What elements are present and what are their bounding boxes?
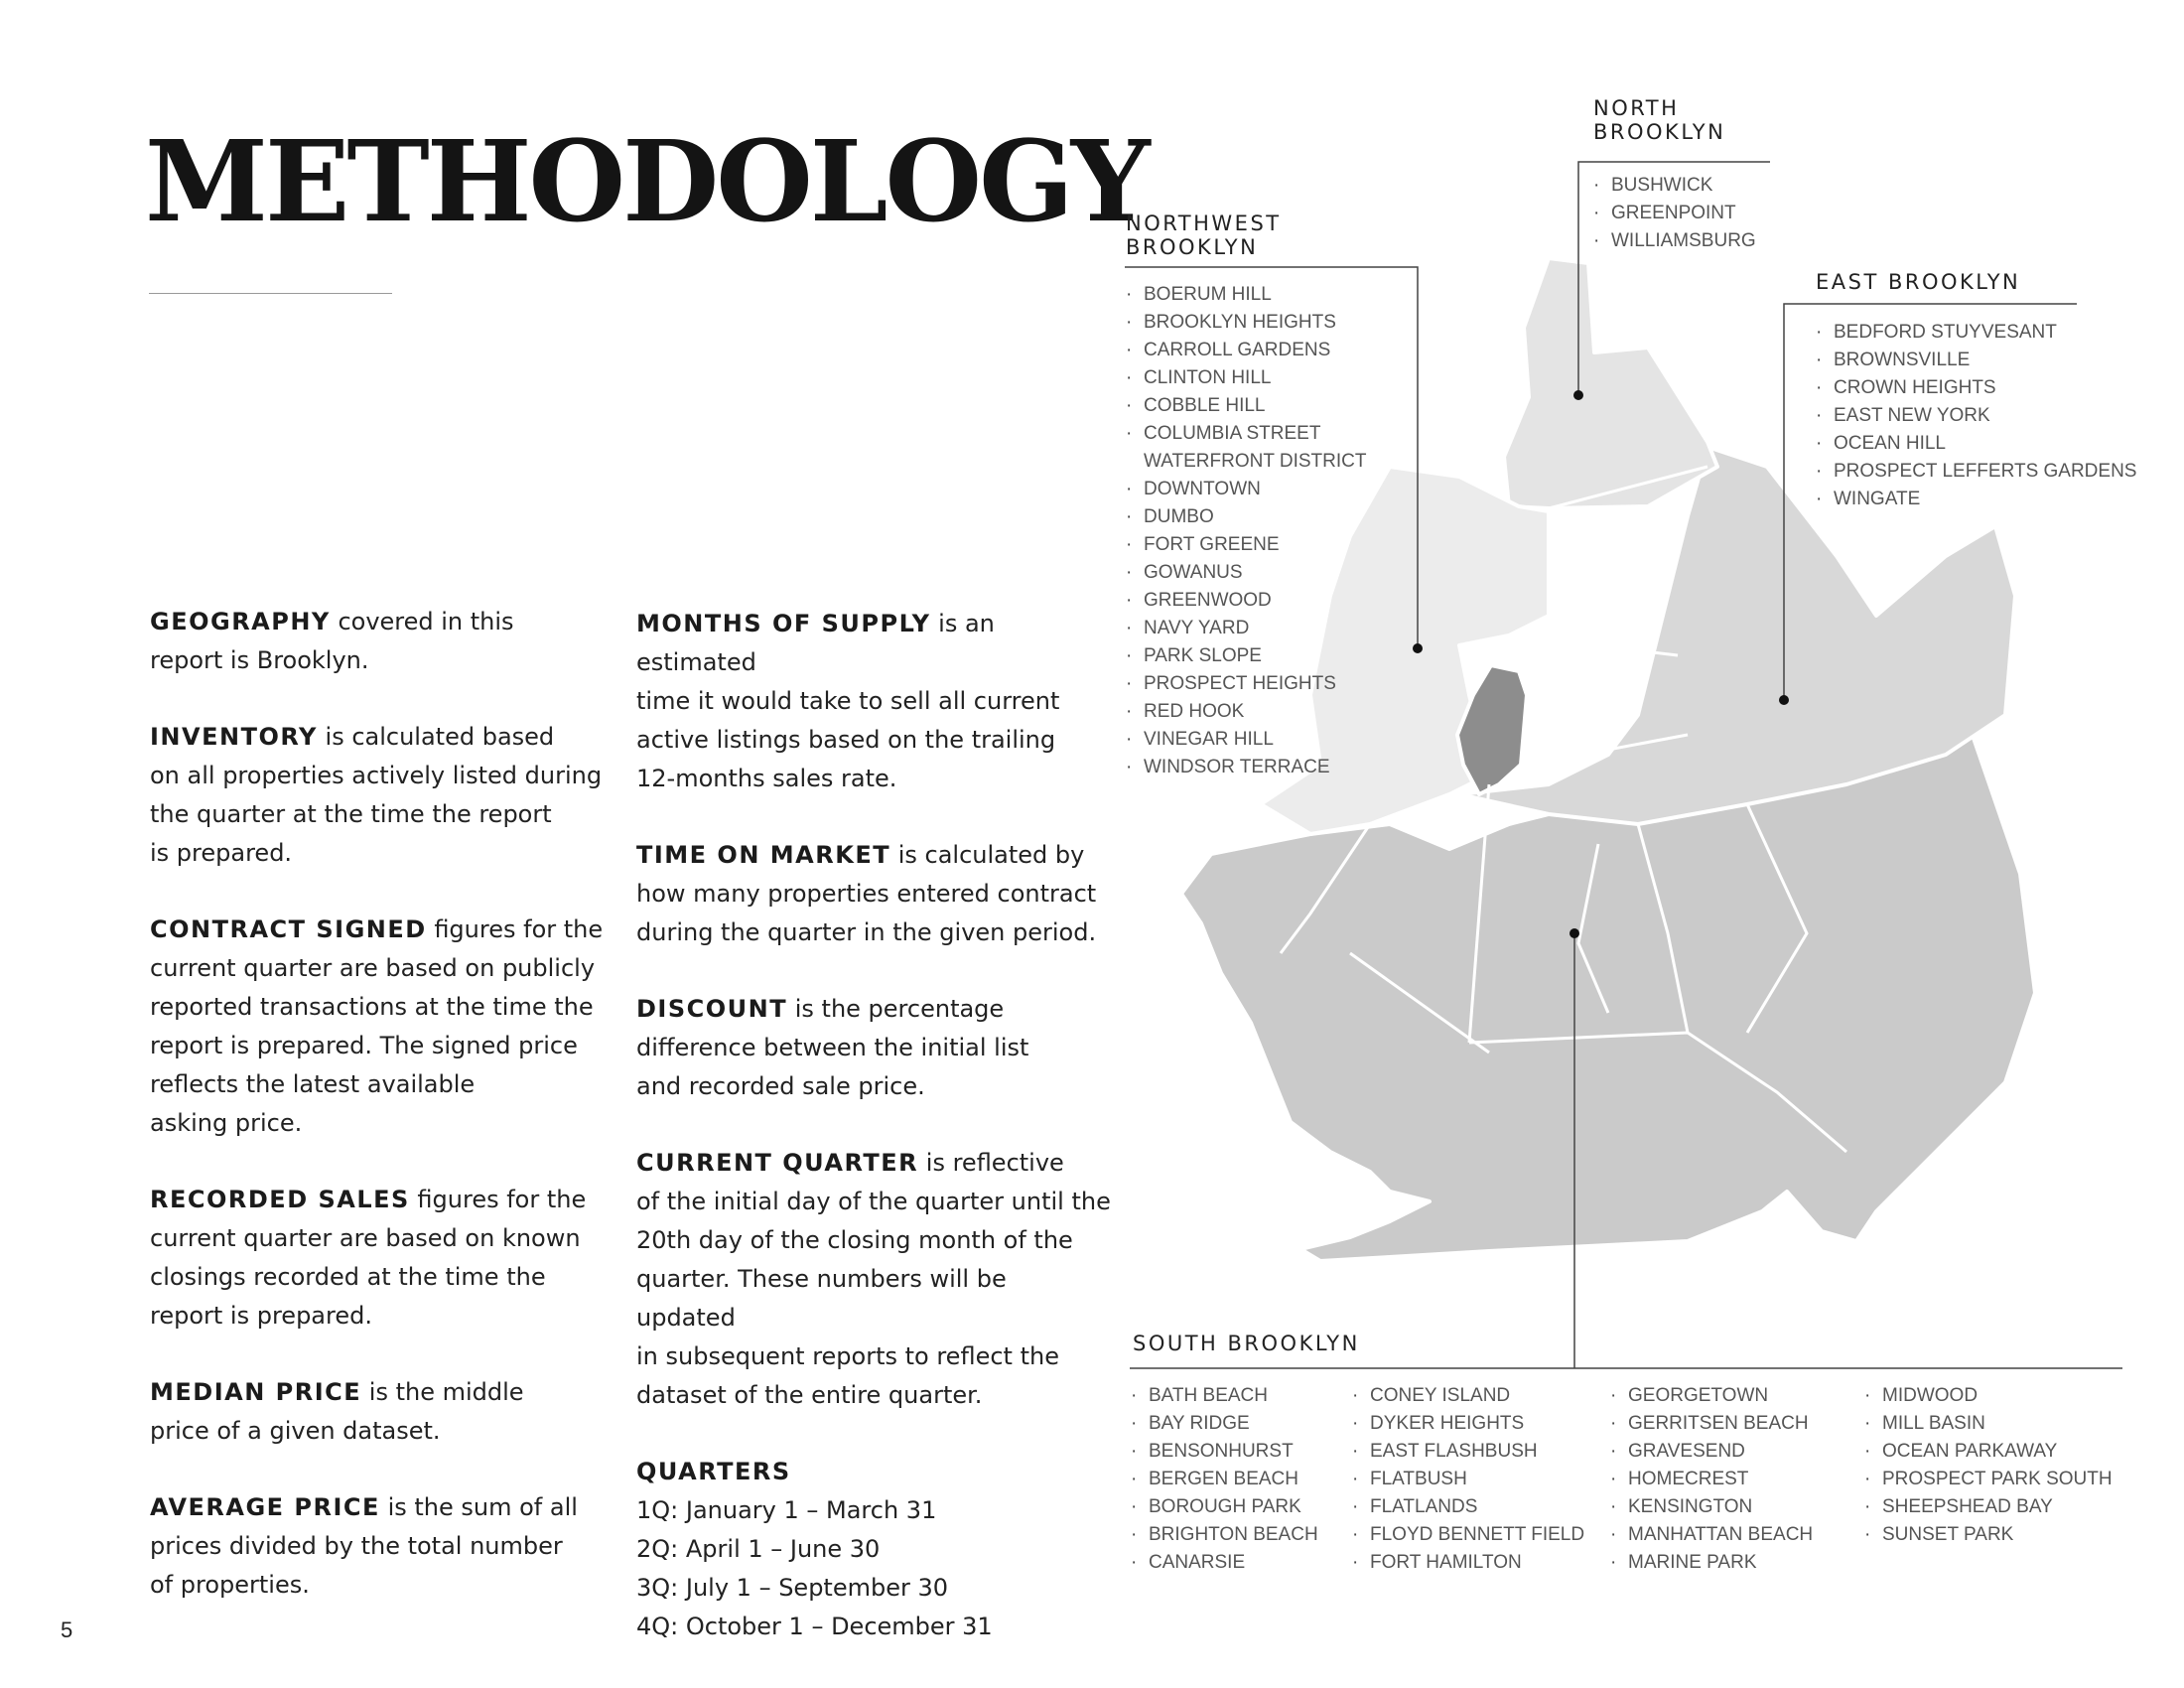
neighborhood-item: · COLUMBIA STREET xyxy=(1126,420,1366,448)
neighborhood-item: · GEORGETOWN xyxy=(1610,1382,1813,1410)
definition-term: MEDIAN PRICE xyxy=(150,1378,362,1406)
quarter-line-4: 4Q: October 1 – December 31 xyxy=(636,1613,993,1640)
neighborhood-item: · BERGEN BEACH xyxy=(1131,1466,1318,1493)
neighborhood-item: · MILL BASIN xyxy=(1864,1410,2113,1438)
neighborhood-item: · FLATLANDS xyxy=(1352,1493,1584,1521)
region-heading-south: SOUTH BROOKLYN xyxy=(1133,1332,1360,1355)
quarter-line-3: 3Q: July 1 – September 30 xyxy=(636,1574,949,1602)
neighborhood-item: · MARINE PARK xyxy=(1610,1549,1813,1577)
definition-term: AVERAGE PRICE xyxy=(150,1493,380,1521)
callout-dot-north xyxy=(1573,390,1583,400)
neighborhood-list-south-col4 xyxy=(1864,1382,2113,1549)
neighborhood-item: · VINEGAR HILL xyxy=(1126,726,1366,754)
neighborhood-list-northwest xyxy=(1126,281,1366,781)
definition-text: is the middle price of a given dataset. xyxy=(150,1378,524,1445)
definition-term: CONTRACT SIGNED xyxy=(150,915,427,943)
neighborhood-item: · MIDWOOD xyxy=(1864,1382,2113,1410)
callout-dot-northwest xyxy=(1413,643,1423,653)
quarter-line-1: 1Q: January 1 – March 31 xyxy=(636,1496,937,1524)
region-title-line: BROOKLYN xyxy=(1593,120,1726,144)
quarter-line-2: 2Q: April 1 – June 30 xyxy=(636,1535,881,1563)
definition-term: INVENTORY xyxy=(150,723,318,751)
definition-text: is calculated based on all properties actively listed during the quarter at the time the report is prepared. xyxy=(150,723,603,867)
neighborhood-item: · BENSONHURST xyxy=(1131,1438,1318,1466)
neighborhood-item: · GREENWOOD xyxy=(1126,587,1366,615)
region-title-line: BROOKLYN xyxy=(1126,235,1259,259)
neighborhood-item: · WILLIAMSBURG xyxy=(1593,227,1756,255)
definition-text: is an estimated time it would take to sell all current active listings based on the trailing 12-months sales rate. xyxy=(636,610,1060,792)
definition-term: MONTHS OF SUPPLY xyxy=(636,610,931,637)
neighborhood-item: · WINGATE xyxy=(1816,486,2136,513)
definition-term: DISCOUNT xyxy=(636,995,788,1023)
neighborhood-item: · BOERUM HILL xyxy=(1126,281,1366,309)
neighborhood-item: · BATH BEACH xyxy=(1131,1382,1318,1410)
neighborhood-item: · PROSPECT PARK SOUTH xyxy=(1864,1466,2113,1493)
definition-text: covered in this report is Brooklyn. xyxy=(150,608,514,674)
neighborhood-item: · KENSINGTON xyxy=(1610,1493,1813,1521)
neighborhood-list-east xyxy=(1816,319,2136,513)
quarters-heading: QUARTERS xyxy=(636,1458,791,1485)
definition-term: GEOGRAPHY xyxy=(150,608,331,635)
neighborhood-item: · BOROUGH PARK xyxy=(1131,1493,1318,1521)
neighborhood-item: · BEDFORD STUYVESANT xyxy=(1816,319,2136,347)
neighborhood-list-south-col3 xyxy=(1610,1382,1813,1577)
neighborhood-item: · NAVY YARD xyxy=(1126,615,1366,642)
neighborhood-item: · MANHATTAN BEACH xyxy=(1610,1521,1813,1549)
neighborhood-item: · FLATBUSH xyxy=(1352,1466,1584,1493)
neighborhood-item: · BROOKLYN HEIGHTS xyxy=(1126,309,1366,337)
callout-dot-east xyxy=(1779,695,1789,705)
neighborhood-item: · CANARSIE xyxy=(1131,1549,1318,1577)
neighborhood-item: · GREENPOINT xyxy=(1593,200,1756,227)
neighborhood-list-south-col1 xyxy=(1131,1382,1318,1577)
neighborhood-item: · GOWANUS xyxy=(1126,559,1366,587)
neighborhood-item: · SUNSET PARK xyxy=(1864,1521,2113,1549)
neighborhood-item: · OCEAN PARKAWAY xyxy=(1864,1438,2113,1466)
neighborhood-item: · PROSPECT HEIGHTS xyxy=(1126,670,1366,698)
callout-dot-south xyxy=(1570,928,1579,938)
page-number: 5 xyxy=(61,1618,73,1642)
definition-text: is the sum of all prices divided by the total number of properties. xyxy=(150,1493,578,1599)
neighborhood-list-north xyxy=(1593,172,1756,255)
neighborhood-list-south-col2 xyxy=(1352,1382,1584,1577)
neighborhood-item: · CONEY ISLAND xyxy=(1352,1382,1584,1410)
neighborhood-item: · DUMBO xyxy=(1126,503,1366,531)
neighborhood-item: · GRAVESEND xyxy=(1610,1438,1813,1466)
neighborhood-item: · EAST NEW YORK xyxy=(1816,402,2136,430)
neighborhood-item: · EAST FLASHBUSH xyxy=(1352,1438,1584,1466)
neighborhood-item: · BRIGHTON BEACH xyxy=(1131,1521,1318,1549)
map-region-north xyxy=(1504,258,1717,508)
neighborhood-item: · PROSPECT LEFFERTS GARDENS xyxy=(1816,458,2136,486)
neighborhood-item: · CARROLL GARDENS xyxy=(1126,337,1366,364)
neighborhood-item: · BAY RIDGE xyxy=(1131,1410,1318,1438)
neighborhood-item: · FORT GREENE xyxy=(1126,531,1366,559)
neighborhood-item: · GERRITSEN BEACH xyxy=(1610,1410,1813,1438)
definition-term: RECORDED SALES xyxy=(150,1186,410,1213)
definition-term: CURRENT QUARTER xyxy=(636,1149,919,1177)
region-heading-north xyxy=(1593,96,1725,144)
page-title: METHODOLOGY xyxy=(145,117,1148,247)
neighborhood-item: · SHEEPSHEAD BAY xyxy=(1864,1493,2113,1521)
neighborhood-item: · CROWN HEIGHTS xyxy=(1816,374,2136,402)
neighborhood-item: · COBBLE HILL xyxy=(1126,392,1366,420)
neighborhood-item: · BROWNSVILLE xyxy=(1816,347,2136,374)
neighborhood-item: · PARK SLOPE xyxy=(1126,642,1366,670)
neighborhood-item: · BUSHWICK xyxy=(1593,172,1756,200)
definition-text: is calculated by how many properties entered contract during the quarter in the given period. xyxy=(636,841,1097,946)
region-title-line: NORTHWEST xyxy=(1126,211,1282,235)
neighborhood-item: · DYKER HEIGHTS xyxy=(1352,1410,1584,1438)
region-title-line: NORTH xyxy=(1593,96,1680,120)
neighborhood-item: · RED HOOK xyxy=(1126,698,1366,726)
definition-term: TIME ON MARKET xyxy=(636,841,891,869)
definition-text: is the percentage difference between the initial list and recorded sale price. xyxy=(636,995,1029,1100)
neighborhood-item: · CLINTON HILL xyxy=(1126,364,1366,392)
neighborhood-item: WATERFRONT DISTRICT xyxy=(1144,451,1367,472)
neighborhood-item: · OCEAN HILL xyxy=(1816,430,2136,458)
neighborhood-item: · DOWNTOWN xyxy=(1126,476,1366,503)
region-heading-east: EAST BROOKLYN xyxy=(1816,270,2021,294)
neighborhood-item: · HOMECREST xyxy=(1610,1466,1813,1493)
region-heading-northwest xyxy=(1126,211,1282,259)
neighborhood-item: · FORT HAMILTON xyxy=(1352,1549,1584,1577)
definition-text: figures for the current quarter are based on known closings recorded at the time the report is prepared. xyxy=(150,1186,587,1330)
neighborhood-item: · FLOYD BENNETT FIELD xyxy=(1352,1521,1584,1549)
definition-text: is reflective of the initial day of the quarter until the 20th day of the closing month of the quarter. These numbers will be updated in subsequent reports to reflect the dataset of the entire quarter. xyxy=(636,1149,1111,1409)
definition-text: figures for the current quarter are based on publicly reported transactions at the time the report is prepared. The signed price reflects the latest available asking price. xyxy=(150,915,604,1137)
neighborhood-item: · WINDSOR TERRACE xyxy=(1126,754,1366,781)
